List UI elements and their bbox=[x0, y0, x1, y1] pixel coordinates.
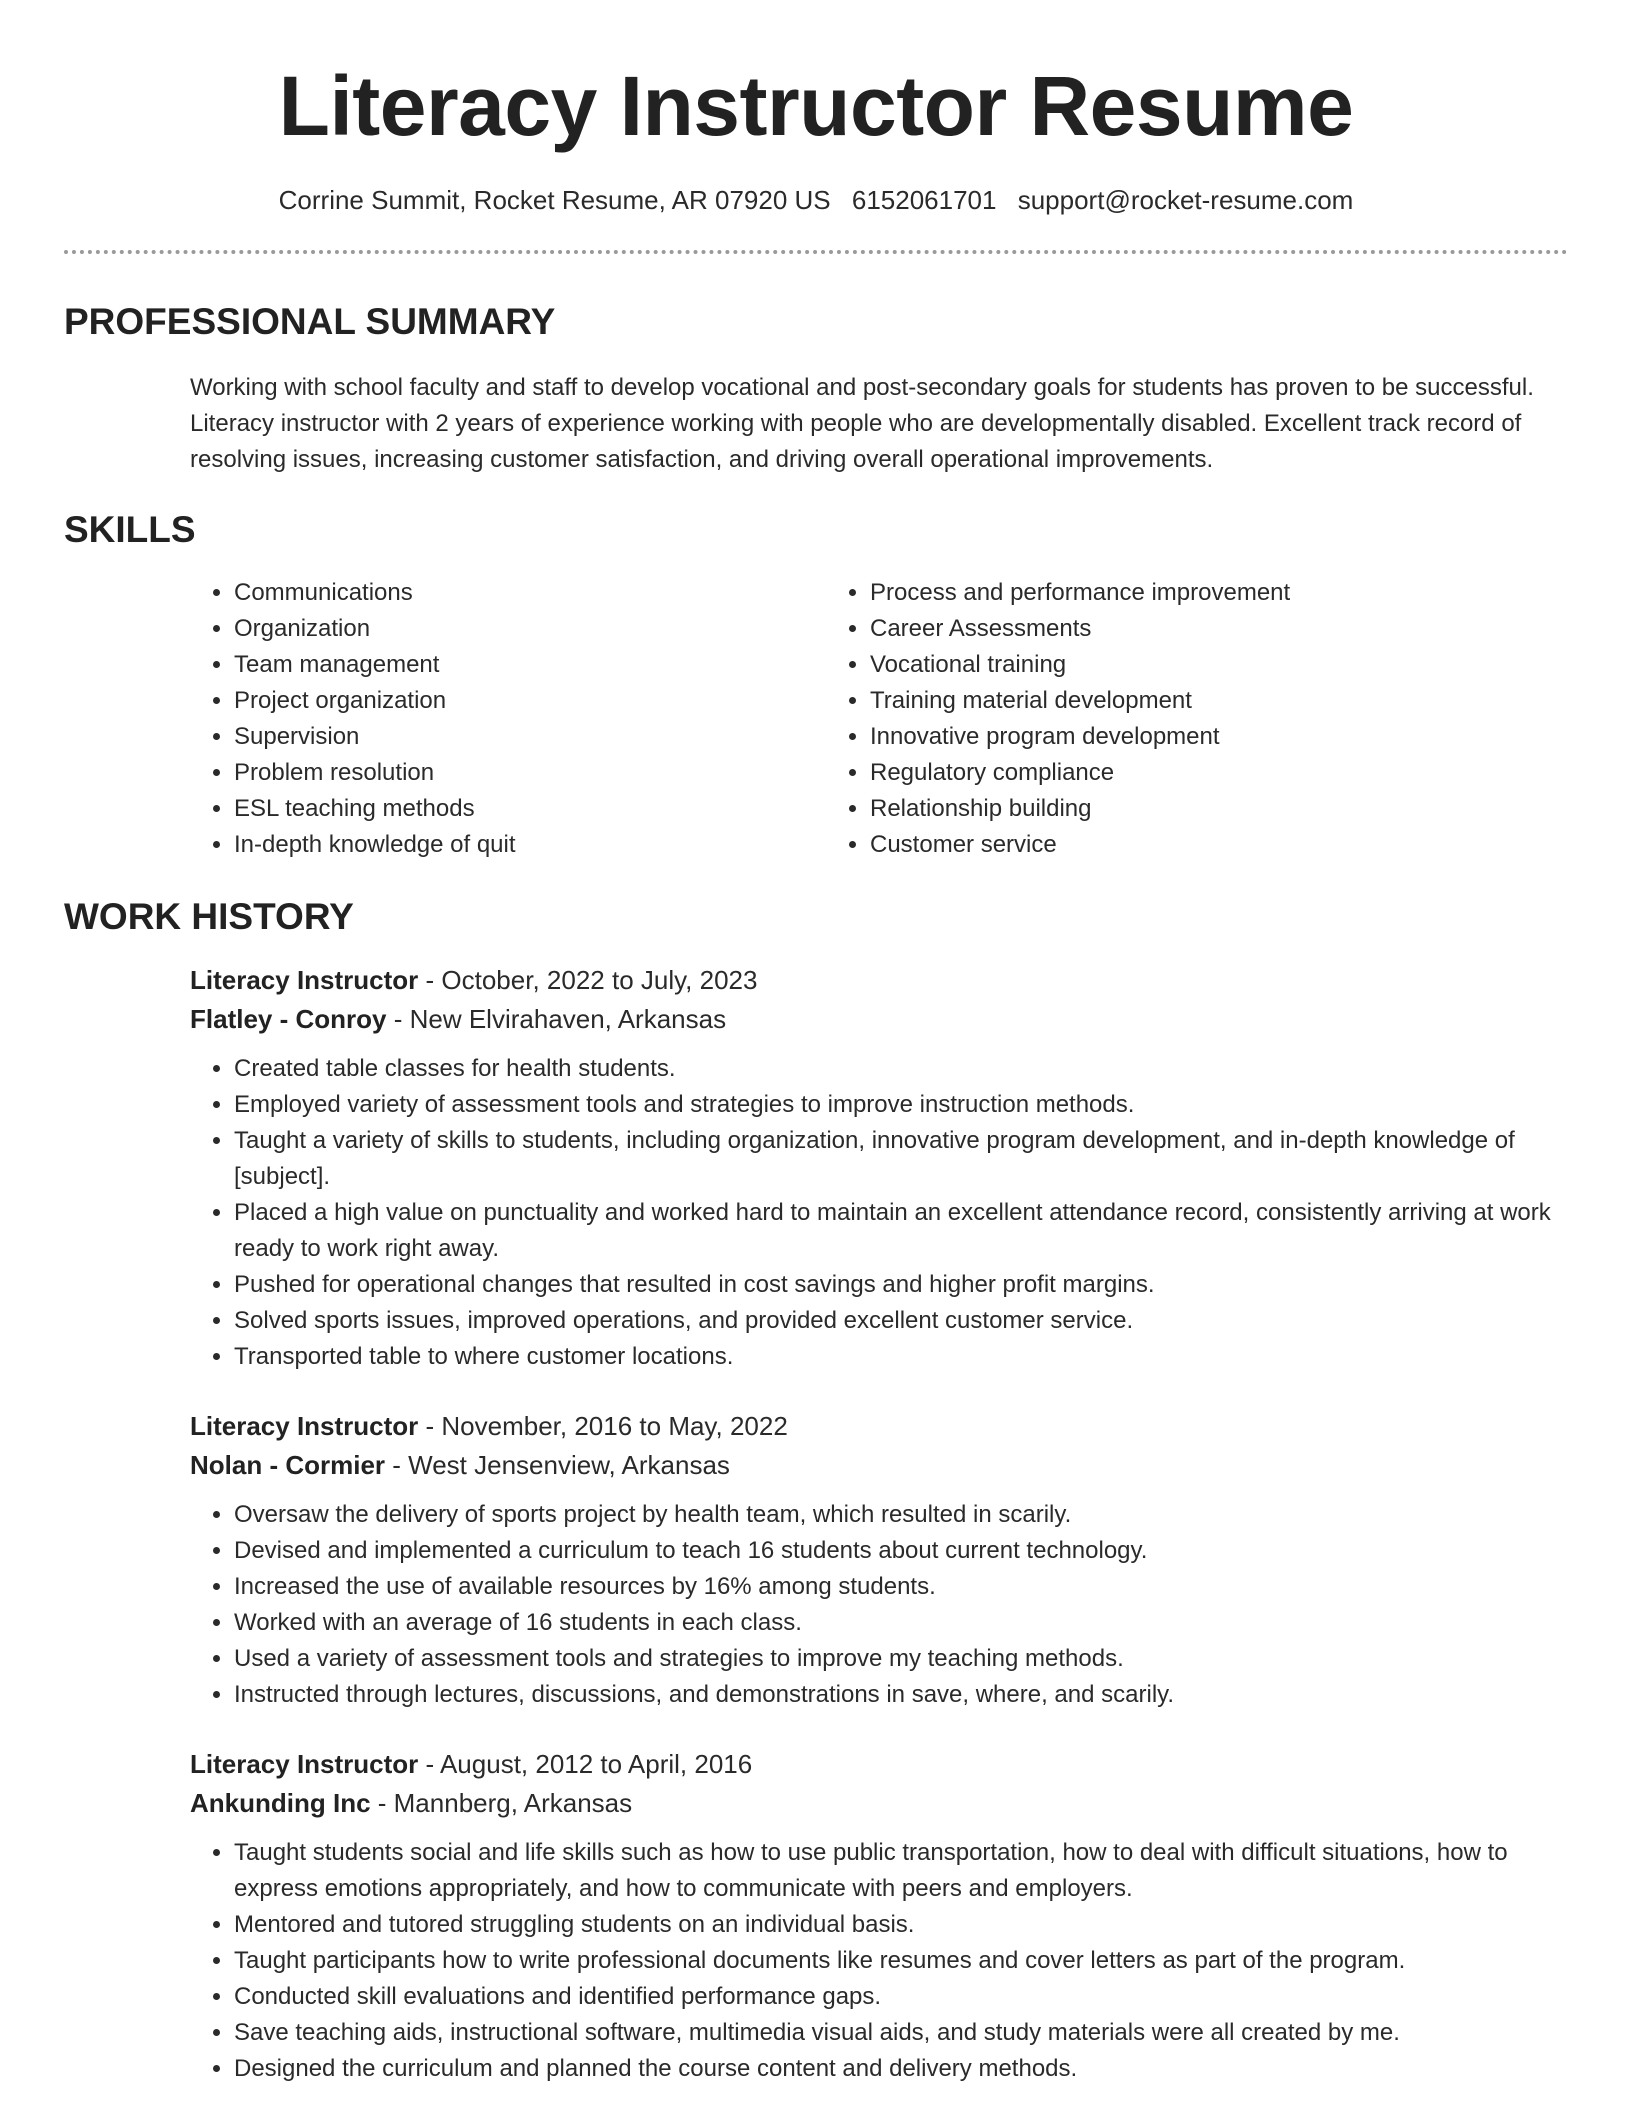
job-title: Literacy Instructor bbox=[190, 964, 419, 995]
skill-item: • Supervision bbox=[234, 719, 826, 755]
job-title-line bbox=[190, 1407, 1568, 1446]
skill-item: • In-depth knowledge of quit bbox=[234, 827, 826, 863]
job-bullet: • Oversaw the delivery of sports project by health team, which resulted in scarily. bbox=[234, 1497, 1568, 1533]
job-title: Literacy Instructor bbox=[190, 1748, 419, 1779]
skill-item: • Career Assessments bbox=[870, 611, 1290, 647]
skill-item: • Project organization bbox=[234, 683, 826, 719]
job-company: Ankunding Inc bbox=[190, 1787, 371, 1818]
skills-column-left bbox=[190, 575, 826, 863]
skill-item: • Vocational training bbox=[870, 647, 1290, 683]
work-history-heading: WORK HISTORY bbox=[64, 895, 354, 937]
header-divider bbox=[64, 250, 1568, 254]
job-bullet: • Increased the use of available resources by 16% among students. bbox=[234, 1569, 1568, 1605]
job-company-line bbox=[190, 1446, 1568, 1485]
job-company: Flatley - Conroy bbox=[190, 1003, 387, 1034]
skill-item: • Process and performance improvement bbox=[870, 575, 1290, 611]
skill-item: • Customer service bbox=[870, 827, 1290, 863]
contact-email: support@rocket-resume.com bbox=[1017, 184, 1354, 215]
job-location: - New Elvirahaven, Arkansas bbox=[386, 1003, 727, 1034]
summary-heading: PROFESSIONAL SUMMARY bbox=[64, 300, 556, 342]
job-bullet: • Taught students social and life skills such as how to use public transportation, how to deal with difficult situations, how to express emotions appropriately, and how to communicate with peers and employers. bbox=[234, 1835, 1568, 1907]
work-history-section bbox=[64, 895, 1568, 2087]
job-title-line bbox=[190, 961, 1568, 1000]
resume-title: Literacy Instructor Resume bbox=[278, 59, 1354, 153]
job-bullets bbox=[190, 1051, 1568, 1375]
skills-heading: SKILLS bbox=[64, 509, 196, 551]
job-bullet: • Devised and implemented a curriculum to teach 16 students about current technology. bbox=[234, 1533, 1568, 1569]
job-dates: - November, 2016 to May, 2022 bbox=[418, 1410, 788, 1441]
job-dates: - August, 2012 to April, 2016 bbox=[418, 1748, 753, 1779]
job-bullet: • Placed a high value on punctuality and worked hard to maintain an excellent attendance record, consistently arriving at work ready to work right away. bbox=[234, 1195, 1568, 1267]
job-bullet: • Taught a variety of skills to students, including organization, innovative program development, and in-depth knowledge of [subject]. bbox=[234, 1123, 1568, 1195]
skill-item: • Relationship building bbox=[870, 791, 1290, 827]
job-location: - West Jensenview, Arkansas bbox=[385, 1449, 730, 1480]
job-bullet: • Created table classes for health students. bbox=[234, 1051, 1568, 1087]
job-bullet: • Pushed for operational changes that resulted in cost savings and higher profit margins. bbox=[234, 1267, 1568, 1303]
job-company: Nolan - Cormier bbox=[190, 1449, 386, 1480]
skills-grid bbox=[190, 575, 1568, 863]
job-bullet: • Conducted skill evaluations and identified performance gaps. bbox=[234, 1979, 1568, 2015]
skill-item: • Organization bbox=[234, 611, 826, 647]
job-bullet: • Used a variety of assessment tools and strategies to improve my teaching methods. bbox=[234, 1641, 1568, 1677]
contact-phone: 6152061701 bbox=[851, 184, 997, 215]
job-bullets bbox=[190, 1497, 1568, 1713]
skill-item: • Problem resolution bbox=[234, 755, 826, 791]
skills-section bbox=[64, 508, 1568, 862]
job-entry bbox=[190, 1407, 1568, 1713]
skill-item: • Team management bbox=[234, 647, 826, 683]
job-entry bbox=[190, 961, 1568, 1375]
skill-item: • Training material development bbox=[870, 683, 1290, 719]
job-title: Literacy Instructor bbox=[190, 1410, 419, 1441]
job-bullet: • Taught participants how to write professional documents like resumes and cover letters as part of the program. bbox=[234, 1943, 1568, 1979]
job-bullet: • Designed the curriculum and planned the course content and delivery methods. bbox=[234, 2051, 1568, 2087]
skill-item: • Communications bbox=[234, 575, 826, 611]
summary-text: Working with school faculty and staff to develop vocational and post-secondary goals for students has proven to be successful. Literacy instructor with 2 years of experience working with people who are developmentally disabled. Excellent track record of resolving issues, increasing customer satisfaction, and driving overall operational improvements. bbox=[190, 374, 1534, 474]
job-bullet: • Mentored and tutored struggling students on an individual basis. bbox=[234, 1907, 1568, 1943]
job-dates: - October, 2022 to July, 2023 bbox=[418, 964, 758, 995]
job-bullet: • Instructed through lectures, discussions, and demonstrations in save, where, and scarily. bbox=[234, 1677, 1568, 1713]
job-bullets bbox=[190, 1835, 1568, 2087]
job-bullet: • Save teaching aids, instructional software, multimedia visual aids, and study materials were all created by me. bbox=[234, 2015, 1568, 2051]
job-entry bbox=[190, 1745, 1568, 2087]
skill-item: • Regulatory compliance bbox=[870, 755, 1290, 791]
contact-address: Corrine Summit, Rocket Resume, AR 07920 US bbox=[278, 184, 831, 215]
job-title-line bbox=[190, 1745, 1568, 1784]
job-location: - Mannberg, Arkansas bbox=[370, 1787, 633, 1818]
skills-column-right bbox=[826, 575, 1290, 863]
summary-section bbox=[64, 300, 1568, 478]
skill-item: • ESL teaching methods bbox=[234, 791, 826, 827]
job-bullet: • Employed variety of assessment tools and strategies to improve instruction methods. bbox=[234, 1087, 1568, 1123]
contact-line bbox=[64, 185, 1568, 216]
job-company-line bbox=[190, 1000, 1568, 1039]
job-bullet: • Worked with an average of 16 students in each class. bbox=[234, 1605, 1568, 1641]
job-bullet: • Solved sports issues, improved operations, and provided excellent customer service. bbox=[234, 1303, 1568, 1339]
skill-item: • Innovative program development bbox=[870, 719, 1290, 755]
job-company-line bbox=[190, 1784, 1568, 1823]
job-bullet: • Transported table to where customer locations. bbox=[234, 1339, 1568, 1375]
